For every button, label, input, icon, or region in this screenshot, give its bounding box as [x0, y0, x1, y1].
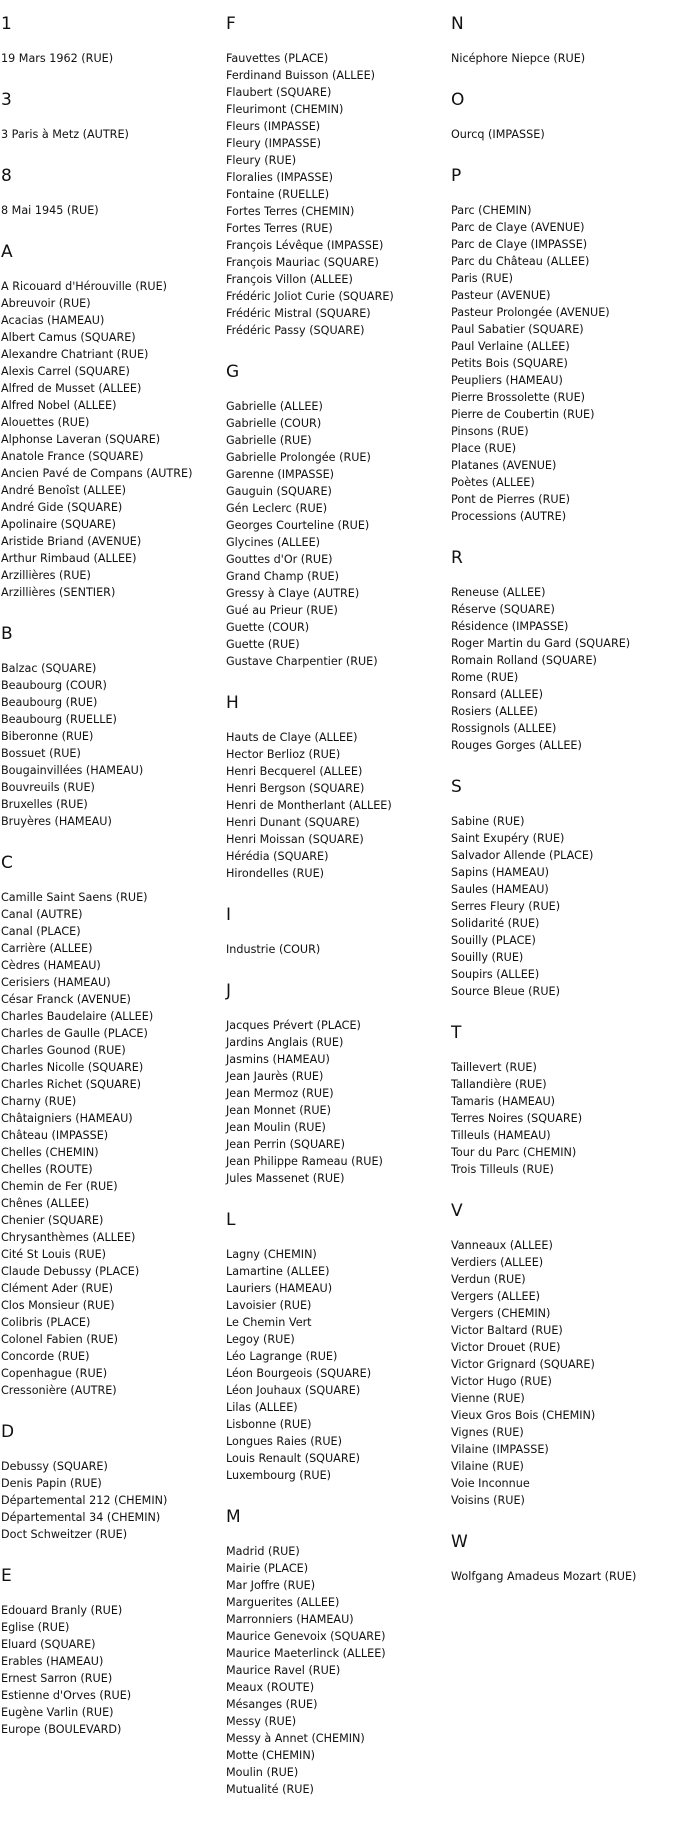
street-item[interactable]: Anatole France (SQUARE)	[1, 450, 144, 463]
letter-heading: L	[226, 1210, 236, 1230]
street-list	[450, 50, 675, 67]
street-item[interactable]: Fleurimont (CHEMIN)	[226, 103, 344, 116]
street-item[interactable]: Serres Fleury (RUE)	[451, 900, 561, 913]
street-item[interactable]: Fauvettes (PLACE)	[226, 52, 329, 65]
street-item[interactable]: Cèdres (HAMEAU)	[1, 959, 101, 972]
street-item[interactable]: Arthur Rimbaud (ALLEE)	[1, 552, 137, 565]
street-item[interactable]: Colonel Fabien (RUE)	[1, 1333, 119, 1346]
street-item[interactable]: Aristide Briand (AVENUE)	[1, 535, 142, 548]
street-item[interactable]: Solidarité (RUE)	[451, 917, 540, 930]
street-item[interactable]: Charles Richet (SQUARE)	[1, 1078, 142, 1091]
street-item[interactable]: Albert Camus (SQUARE)	[1, 331, 136, 344]
street-item[interactable]: Gabrielle (COUR)	[226, 417, 322, 430]
street-item[interactable]: Hirondelles (RUE)	[226, 867, 325, 880]
street-item[interactable]: Georges Courteline (RUE)	[226, 519, 370, 532]
street-list	[0, 889, 225, 1399]
street-item[interactable]: Tallandière (RUE)	[451, 1078, 547, 1091]
street-item[interactable]: Platanes (AVENUE)	[451, 459, 557, 472]
street-item[interactable]: Gouttes d'Or (RUE)	[226, 553, 333, 566]
street-list	[225, 1017, 450, 1187]
street-item[interactable]: Départemental 212 (CHEMIN)	[1, 1494, 168, 1507]
street-item[interactable]: Réserve (SQUARE)	[451, 603, 555, 616]
street-item[interactable]: Jardins Anglais (RUE)	[226, 1036, 344, 1049]
letter-heading: T	[451, 1023, 462, 1043]
street-item[interactable]: Paris (RUE)	[451, 272, 513, 285]
letter-group	[0, 90, 225, 143]
street-item[interactable]: Concorde (RUE)	[1, 1350, 90, 1363]
street-item[interactable]: Colibris (PLACE)	[1, 1316, 91, 1329]
street-item[interactable]: Saint Exupéry (RUE)	[451, 832, 565, 845]
street-item[interactable]: Voie Inconnue	[451, 1477, 530, 1490]
street-item[interactable]: Alfred Nobel (ALLEE)	[1, 399, 117, 412]
street-item[interactable]: Parc de Claye (AVENUE)	[451, 221, 585, 234]
street-item[interactable]: Chênes (ALLEE)	[1, 1197, 90, 1210]
letter-heading: N	[451, 14, 464, 34]
street-list	[450, 202, 675, 525]
street-item[interactable]: Marronniers (HAMEAU)	[226, 1613, 354, 1626]
street-item[interactable]: Chelles (CHEMIN)	[1, 1146, 99, 1159]
street-item[interactable]: Jacques Prévert (PLACE)	[226, 1019, 361, 1032]
street-item[interactable]: Arzillières (RUE)	[1, 569, 91, 582]
street-item[interactable]: Fortes Terres (RUE)	[226, 222, 333, 235]
letter-group	[450, 166, 675, 525]
street-item[interactable]: Tilleuls (HAMEAU)	[451, 1129, 551, 1142]
street-item[interactable]: Résidence (IMPASSE)	[451, 620, 569, 633]
letter-heading: F	[226, 14, 236, 34]
letter-group	[225, 14, 450, 339]
street-item[interactable]: Verdun (RUE)	[451, 1273, 526, 1286]
street-item[interactable]: Reneuse (ALLEE)	[451, 586, 546, 599]
street-item[interactable]: Fleury (IMPASSE)	[226, 137, 321, 150]
street-item[interactable]: Grand Champ (RUE)	[226, 570, 339, 583]
street-item[interactable]: Gén Leclerc (RUE)	[226, 502, 328, 515]
street-item[interactable]: Floralies (IMPASSE)	[226, 171, 333, 184]
street-item[interactable]: Fleurs (IMPASSE)	[226, 120, 321, 133]
street-item[interactable]: Léon Bourgeois (SQUARE)	[226, 1367, 372, 1380]
street-item[interactable]: Chelles (ROUTE)	[1, 1163, 93, 1176]
street-item[interactable]: Hector Berlioz (RUE)	[226, 748, 341, 761]
street-item[interactable]: Henri de Montherlant (ALLEE)	[226, 799, 392, 812]
street-item[interactable]: Départemental 34 (CHEMIN)	[1, 1511, 161, 1524]
street-item[interactable]: Moulin (RUE)	[226, 1766, 299, 1779]
street-item[interactable]: Processions (AUTRE)	[451, 510, 567, 523]
street-item[interactable]: François Mauriac (SQUARE)	[226, 256, 379, 269]
street-item[interactable]: Romain Rolland (SQUARE)	[451, 654, 597, 667]
letter-group	[225, 1507, 450, 1798]
street-item[interactable]: Ernest Sarron (RUE)	[1, 1672, 113, 1685]
street-list	[450, 584, 675, 754]
street-item[interactable]: Tamaris (HAMEAU)	[451, 1095, 556, 1108]
letter-heading: O	[451, 90, 465, 110]
street-item[interactable]: Longues Raies (RUE)	[226, 1435, 342, 1448]
street-column-2	[225, 0, 450, 1821]
street-item[interactable]: 3 Paris à Metz (AUTRE)	[1, 128, 129, 141]
letter-heading: J	[226, 981, 232, 1001]
letter-group	[0, 166, 225, 219]
street-item[interactable]: Bruxelles (RUE)	[1, 798, 88, 811]
street-item[interactable]: Pont de Pierres (RUE)	[451, 493, 571, 506]
street-item[interactable]: Pinsons (RUE)	[451, 425, 529, 438]
street-item[interactable]: Arzillières (SENTIER)	[1, 586, 116, 599]
street-item[interactable]: Clément Ader (RUE)	[1, 1282, 113, 1295]
street-item[interactable]: Tour du Parc (CHEMIN)	[451, 1146, 577, 1159]
street-item[interactable]: Peupliers (HAMEAU)	[451, 374, 563, 387]
street-item[interactable]: Lilas (ALLEE)	[226, 1401, 298, 1414]
street-item[interactable]: Fortes Terres (CHEMIN)	[226, 205, 355, 218]
street-list	[225, 1246, 450, 1484]
street-item[interactable]: Wolfgang Amadeus Mozart (RUE)	[451, 1570, 637, 1583]
street-item[interactable]: Glycines (ALLEE)	[226, 536, 321, 549]
street-item[interactable]: Cerisiers (HAMEAU)	[1, 976, 111, 989]
street-item[interactable]: Charles Baudelaire (ALLEE)	[1, 1010, 154, 1023]
street-item[interactable]: Jean Mermoz (RUE)	[226, 1087, 334, 1100]
street-item[interactable]: 8 Mai 1945 (RUE)	[1, 204, 99, 217]
street-item[interactable]: Taillevert (RUE)	[451, 1061, 537, 1074]
letter-heading: 1	[1, 14, 12, 34]
street-item[interactable]: Hérédia (SQUARE)	[226, 850, 329, 863]
street-item[interactable]: Lavoisier (RUE)	[226, 1299, 312, 1312]
street-list	[450, 126, 675, 143]
street-item[interactable]: Vilaine (RUE)	[451, 1460, 524, 1473]
street-item[interactable]: Meaux (ROUTE)	[226, 1681, 315, 1694]
street-item[interactable]: Château (IMPASSE)	[1, 1129, 109, 1142]
street-item[interactable]: Chenier (SQUARE)	[1, 1214, 104, 1227]
street-item[interactable]: Gué au Prieur (RUE)	[226, 604, 338, 617]
letter-group	[0, 242, 225, 601]
street-item[interactable]: Jean Monnet (RUE)	[226, 1104, 331, 1117]
street-item[interactable]: Ronsard (ALLEE)	[451, 688, 543, 701]
street-item[interactable]: Eluard (SQUARE)	[1, 1638, 96, 1651]
letter-group	[450, 1201, 675, 1509]
letter-heading: H	[226, 693, 239, 713]
street-list	[0, 1602, 225, 1738]
letter-heading: 3	[1, 90, 12, 110]
street-item[interactable]: André Gide (SQUARE)	[1, 501, 123, 514]
street-item[interactable]: Vignes (RUE)	[451, 1426, 524, 1439]
street-item[interactable]: Voisins (RUE)	[451, 1494, 525, 1507]
street-item[interactable]: Saules (HAMEAU)	[451, 883, 549, 896]
street-list	[0, 126, 225, 143]
street-item[interactable]: Flaubert (SQUARE)	[226, 86, 332, 99]
street-item[interactable]: Parc (CHEMIN)	[451, 204, 532, 217]
street-list	[225, 1543, 450, 1798]
street-item[interactable]: Charles de Gaulle (PLACE)	[1, 1027, 148, 1040]
street-item[interactable]: Cité St Louis (RUE)	[1, 1248, 107, 1261]
street-item[interactable]: Pasteur Prolongée (AVENUE)	[451, 306, 610, 319]
street-item[interactable]: Jean Moulin (RUE)	[226, 1121, 326, 1134]
street-item[interactable]: Mairie (PLACE)	[226, 1562, 309, 1575]
street-item[interactable]: 19 Mars 1962 (RUE)	[1, 52, 114, 65]
street-item[interactable]: Sapins (HAMEAU)	[451, 866, 549, 879]
street-item[interactable]: Luxembourg (RUE)	[226, 1469, 332, 1482]
street-item[interactable]: Pierre de Coubertin (RUE)	[451, 408, 595, 421]
street-item[interactable]: Claude Debussy (PLACE)	[1, 1265, 140, 1278]
street-item[interactable]: Source Bleue (RUE)	[451, 985, 560, 998]
street-list	[0, 1458, 225, 1543]
street-item[interactable]: Jean Jaurès (RUE)	[226, 1070, 324, 1083]
street-item[interactable]: Alphonse Laveran (SQUARE)	[1, 433, 161, 446]
street-item[interactable]: Frédéric Mistral (SQUARE)	[226, 307, 371, 320]
street-list	[225, 729, 450, 882]
street-item[interactable]: Jules Massenet (RUE)	[226, 1172, 345, 1185]
street-list	[450, 813, 675, 1000]
street-item[interactable]: Jean Philippe Rameau (RUE)	[226, 1155, 383, 1168]
street-item[interactable]: Balzac (SQUARE)	[1, 662, 97, 675]
street-item[interactable]: Henri Moissan (SQUARE)	[226, 833, 364, 846]
street-list	[450, 1568, 675, 1585]
street-item[interactable]: Eglise (RUE)	[1, 1621, 70, 1634]
street-item[interactable]: Charles Nicolle (SQUARE)	[1, 1061, 144, 1074]
street-item[interactable]: Victor Grignard (SQUARE)	[451, 1358, 595, 1371]
street-item[interactable]: Henri Becquerel (ALLEE)	[226, 765, 363, 778]
street-item[interactable]: Bouvreuils (RUE)	[1, 781, 95, 794]
street-item[interactable]: Europe (BOULEVARD)	[1, 1723, 122, 1736]
letter-group	[225, 981, 450, 1187]
letter-group	[450, 548, 675, 754]
letter-heading: R	[451, 548, 463, 568]
street-item[interactable]: Guette (RUE)	[226, 638, 300, 651]
street-item[interactable]: Hauts de Claye (ALLEE)	[226, 731, 358, 744]
street-item[interactable]: Alexandre Chatriant (RUE)	[1, 348, 149, 361]
street-item[interactable]: Trois Tilleuls (RUE)	[451, 1163, 554, 1176]
letter-group	[450, 14, 675, 67]
street-item[interactable]: Pasteur (AVENUE)	[451, 289, 551, 302]
street-item[interactable]: François Lévêque (IMPASSE)	[226, 239, 384, 252]
street-item[interactable]: Chemin de Fer (RUE)	[1, 1180, 118, 1193]
street-item[interactable]: Messy (RUE)	[226, 1715, 297, 1728]
street-item[interactable]: Soupirs (ALLEE)	[451, 968, 540, 981]
street-item[interactable]: Canal (AUTRE)	[1, 908, 83, 921]
letter-group	[225, 1210, 450, 1484]
street-item[interactable]: Paul Verlaine (ALLEE)	[451, 340, 570, 353]
street-item[interactable]: Alouettes (RUE)	[1, 416, 90, 429]
letter-group	[450, 1023, 675, 1178]
street-item[interactable]: Henri Bergson (SQUARE)	[226, 782, 365, 795]
street-item[interactable]: Mutualité (RUE)	[226, 1783, 314, 1796]
street-item[interactable]: Victor Hugo (RUE)	[451, 1375, 552, 1388]
letter-heading: C	[1, 853, 13, 873]
street-item[interactable]: Châtaigniers (HAMEAU)	[1, 1112, 133, 1125]
street-item[interactable]: Souilly (RUE)	[451, 951, 524, 964]
letter-heading: I	[226, 905, 232, 925]
street-item[interactable]: Léo Lagrange (RUE)	[226, 1350, 338, 1363]
street-list	[225, 941, 450, 958]
street-item[interactable]: Maurice Genevoix (SQUARE)	[226, 1630, 386, 1643]
street-item[interactable]: Doct Schweitzer (RUE)	[1, 1528, 128, 1541]
street-item[interactable]: Debussy (SQUARE)	[1, 1460, 108, 1473]
street-item[interactable]: Ourcq (IMPASSE)	[451, 128, 545, 141]
street-item[interactable]: Salvador Allende (PLACE)	[451, 849, 594, 862]
street-item[interactable]: Clos Monsieur (RUE)	[1, 1299, 115, 1312]
letter-heading: B	[1, 624, 13, 644]
street-item[interactable]: Vergers (ALLEE)	[451, 1290, 541, 1303]
street-item[interactable]: Denis Papin (RUE)	[1, 1477, 102, 1490]
street-item[interactable]: Legoy (RUE)	[226, 1333, 295, 1346]
street-item[interactable]: Bougainvillées (HAMEAU)	[1, 764, 144, 777]
street-list	[0, 202, 225, 219]
letter-heading: E	[1, 1566, 12, 1586]
street-list	[450, 1237, 675, 1509]
street-item[interactable]: Gustave Charpentier (RUE)	[226, 655, 378, 668]
street-item[interactable]: Gabrielle Prolongée (RUE)	[226, 451, 371, 464]
street-item[interactable]: Guette (COUR)	[226, 621, 310, 634]
street-item[interactable]: Frédéric Joliot Curie (SQUARE)	[226, 290, 394, 303]
letter-heading: S	[451, 777, 462, 797]
street-item[interactable]: Charny (RUE)	[1, 1095, 77, 1108]
street-item[interactable]: François Villon (ALLEE)	[226, 273, 353, 286]
street-item[interactable]: Gressy à Claye (AUTRE)	[226, 587, 360, 600]
street-item[interactable]: Ferdinand Buisson (ALLEE)	[226, 69, 376, 82]
street-list	[225, 50, 450, 339]
street-item[interactable]: Souilly (PLACE)	[451, 934, 536, 947]
street-item[interactable]: Beaubourg (RUELLE)	[1, 713, 117, 726]
street-item[interactable]: Estienne d'Orves (RUE)	[1, 1689, 132, 1702]
street-item[interactable]: Parc du Château (ALLEE)	[451, 255, 590, 268]
letter-heading: M	[226, 1507, 241, 1527]
street-item[interactable]: Alexis Carrel (SQUARE)	[1, 365, 130, 378]
street-item[interactable]: Marguerites (ALLEE)	[226, 1596, 340, 1609]
street-item[interactable]: Jean Perrin (SQUARE)	[226, 1138, 345, 1151]
letter-heading: 8	[1, 166, 12, 186]
street-item[interactable]: Victor Baltard (RUE)	[451, 1324, 563, 1337]
letter-group	[225, 693, 450, 882]
street-item[interactable]: Poètes (ALLEE)	[451, 476, 535, 489]
letter-heading: V	[451, 1201, 463, 1221]
street-item[interactable]: Erables (HAMEAU)	[1, 1655, 104, 1668]
street-item[interactable]: Jasmins (HAMEAU)	[226, 1053, 330, 1066]
street-item[interactable]: Ancien Pavé de Compans (AUTRE)	[1, 467, 193, 480]
street-item[interactable]: Chrysanthèmes (ALLEE)	[1, 1231, 136, 1244]
street-item[interactable]: Verdiers (ALLEE)	[451, 1256, 544, 1269]
street-item[interactable]: Le Chemin Vert	[226, 1316, 312, 1329]
street-item[interactable]: Lauriers (HAMEAU)	[226, 1282, 333, 1295]
street-item[interactable]: Charles Gounod (RUE)	[1, 1044, 126, 1057]
street-item[interactable]: Place (RUE)	[451, 442, 517, 455]
street-item[interactable]: Victor Drouet (RUE)	[451, 1341, 561, 1354]
street-item[interactable]: Vergers (CHEMIN)	[451, 1307, 551, 1320]
letter-group	[225, 905, 450, 958]
letter-group	[450, 1532, 675, 1585]
street-item[interactable]: Vanneaux (ALLEE)	[451, 1239, 553, 1252]
letter-heading: W	[451, 1532, 468, 1552]
street-list	[225, 398, 450, 670]
street-item[interactable]: Biberonne (RUE)	[1, 730, 94, 743]
street-item[interactable]: André Benoîst (ALLEE)	[1, 484, 126, 497]
street-item[interactable]: Vienne (RUE)	[451, 1392, 525, 1405]
street-item[interactable]: Nicéphore Niepce (RUE)	[451, 52, 586, 65]
street-item[interactable]: Vieux Gros Bois (CHEMIN)	[451, 1409, 596, 1422]
street-item[interactable]: Messy à Annet (CHEMIN)	[226, 1732, 365, 1745]
street-item[interactable]: Eugène Varlin (RUE)	[1, 1706, 114, 1719]
street-item[interactable]: Abreuvoir (RUE)	[1, 297, 91, 310]
street-item[interactable]: Lamartine (ALLEE)	[226, 1265, 330, 1278]
letter-group	[0, 853, 225, 1399]
street-item[interactable]: Rossignols (ALLEE)	[451, 722, 557, 735]
street-item[interactable]: Fontaine (RUELLE)	[226, 188, 330, 201]
street-item[interactable]: Lagny (CHEMIN)	[226, 1248, 317, 1261]
street-item[interactable]: Petits Bois (SQUARE)	[451, 357, 568, 370]
street-item[interactable]: Rosiers (ALLEE)	[451, 705, 538, 718]
street-item[interactable]: Frédéric Passy (SQUARE)	[226, 324, 365, 337]
street-item[interactable]: Mésanges (RUE)	[226, 1698, 318, 1711]
street-item[interactable]: Sabine (RUE)	[451, 815, 525, 828]
street-list	[450, 1059, 675, 1178]
street-item[interactable]: Roger Martin du Gard (SQUARE)	[451, 637, 631, 650]
street-item[interactable]: Gabrielle (ALLEE)	[226, 400, 323, 413]
street-item[interactable]: Rome (RUE)	[451, 671, 519, 684]
street-item[interactable]: Rouges Gorges (ALLEE)	[451, 739, 582, 752]
street-item[interactable]: Alfred de Musset (ALLEE)	[1, 382, 142, 395]
street-item[interactable]: Beaubourg (RUE)	[1, 696, 98, 709]
street-list	[0, 278, 225, 601]
letter-heading: A	[1, 242, 13, 262]
street-item[interactable]: Pierre Brossolette (RUE)	[451, 391, 586, 404]
street-list	[0, 660, 225, 830]
letter-group	[0, 624, 225, 830]
street-item[interactable]: Acacias (HAMEAU)	[1, 314, 105, 327]
letter-heading: G	[226, 362, 240, 382]
street-item[interactable]: Beaubourg (COUR)	[1, 679, 107, 692]
street-item[interactable]: Vilaine (IMPASSE)	[451, 1443, 549, 1456]
street-item[interactable]: Parc de Claye (IMPASSE)	[451, 238, 588, 251]
street-item[interactable]: Cressonière (AUTRE)	[1, 1384, 117, 1397]
letter-heading: P	[451, 166, 462, 186]
street-item[interactable]: Maurice Ravel (RUE)	[226, 1664, 341, 1677]
street-item[interactable]: Paul Sabatier (SQUARE)	[451, 323, 584, 336]
street-item[interactable]: Terres Noires (SQUARE)	[451, 1112, 583, 1125]
street-item[interactable]: Copenhague (RUE)	[1, 1367, 108, 1380]
letter-group	[0, 14, 225, 67]
street-item[interactable]: Gauguin (SQUARE)	[226, 485, 332, 498]
letter-group	[0, 1566, 225, 1738]
letter-group	[0, 1422, 225, 1543]
street-item[interactable]: Industrie (COUR)	[226, 943, 321, 956]
street-item[interactable]: Motte (CHEMIN)	[226, 1749, 316, 1762]
street-item[interactable]: Léon Jouhaux (SQUARE)	[226, 1384, 361, 1397]
letter-group	[450, 777, 675, 1000]
street-item[interactable]: Mar Joffre (RUE)	[226, 1579, 316, 1592]
street-item[interactable]: Fleury (RUE)	[226, 154, 297, 167]
street-item[interactable]: Bossuet (RUE)	[1, 747, 81, 760]
street-item[interactable]: Apolinaire (SQUARE)	[1, 518, 116, 531]
street-item[interactable]: Edouard Branly (RUE)	[1, 1604, 123, 1617]
street-item[interactable]: Camille Saint Saens (RUE)	[1, 891, 148, 904]
street-item[interactable]: Canal (PLACE)	[1, 925, 81, 938]
street-column-1	[0, 0, 225, 1761]
street-item[interactable]: Gabrielle (RUE)	[226, 434, 312, 447]
street-column-3	[450, 0, 675, 1608]
letter-heading: D	[1, 1422, 15, 1442]
letter-group	[450, 90, 675, 143]
street-item[interactable]: Maurice Maeterlinck (ALLEE)	[226, 1647, 386, 1660]
letter-group	[225, 362, 450, 670]
street-item[interactable]: Louis Renault (SQUARE)	[226, 1452, 361, 1465]
street-list	[0, 50, 225, 67]
street-item[interactable]: Lisbonne (RUE)	[226, 1418, 312, 1431]
street-item[interactable]: A Ricouard d'Hérouville (RUE)	[1, 280, 167, 293]
street-item[interactable]: César Franck (AVENUE)	[1, 993, 131, 1006]
street-item[interactable]: Henri Dunant (SQUARE)	[226, 816, 360, 829]
street-item[interactable]: Garenne (IMPASSE)	[226, 468, 335, 481]
street-item[interactable]: Carrière (ALLEE)	[1, 942, 93, 955]
street-item[interactable]: Bruyères (HAMEAU)	[1, 815, 112, 828]
street-item[interactable]: Madrid (RUE)	[226, 1545, 300, 1558]
